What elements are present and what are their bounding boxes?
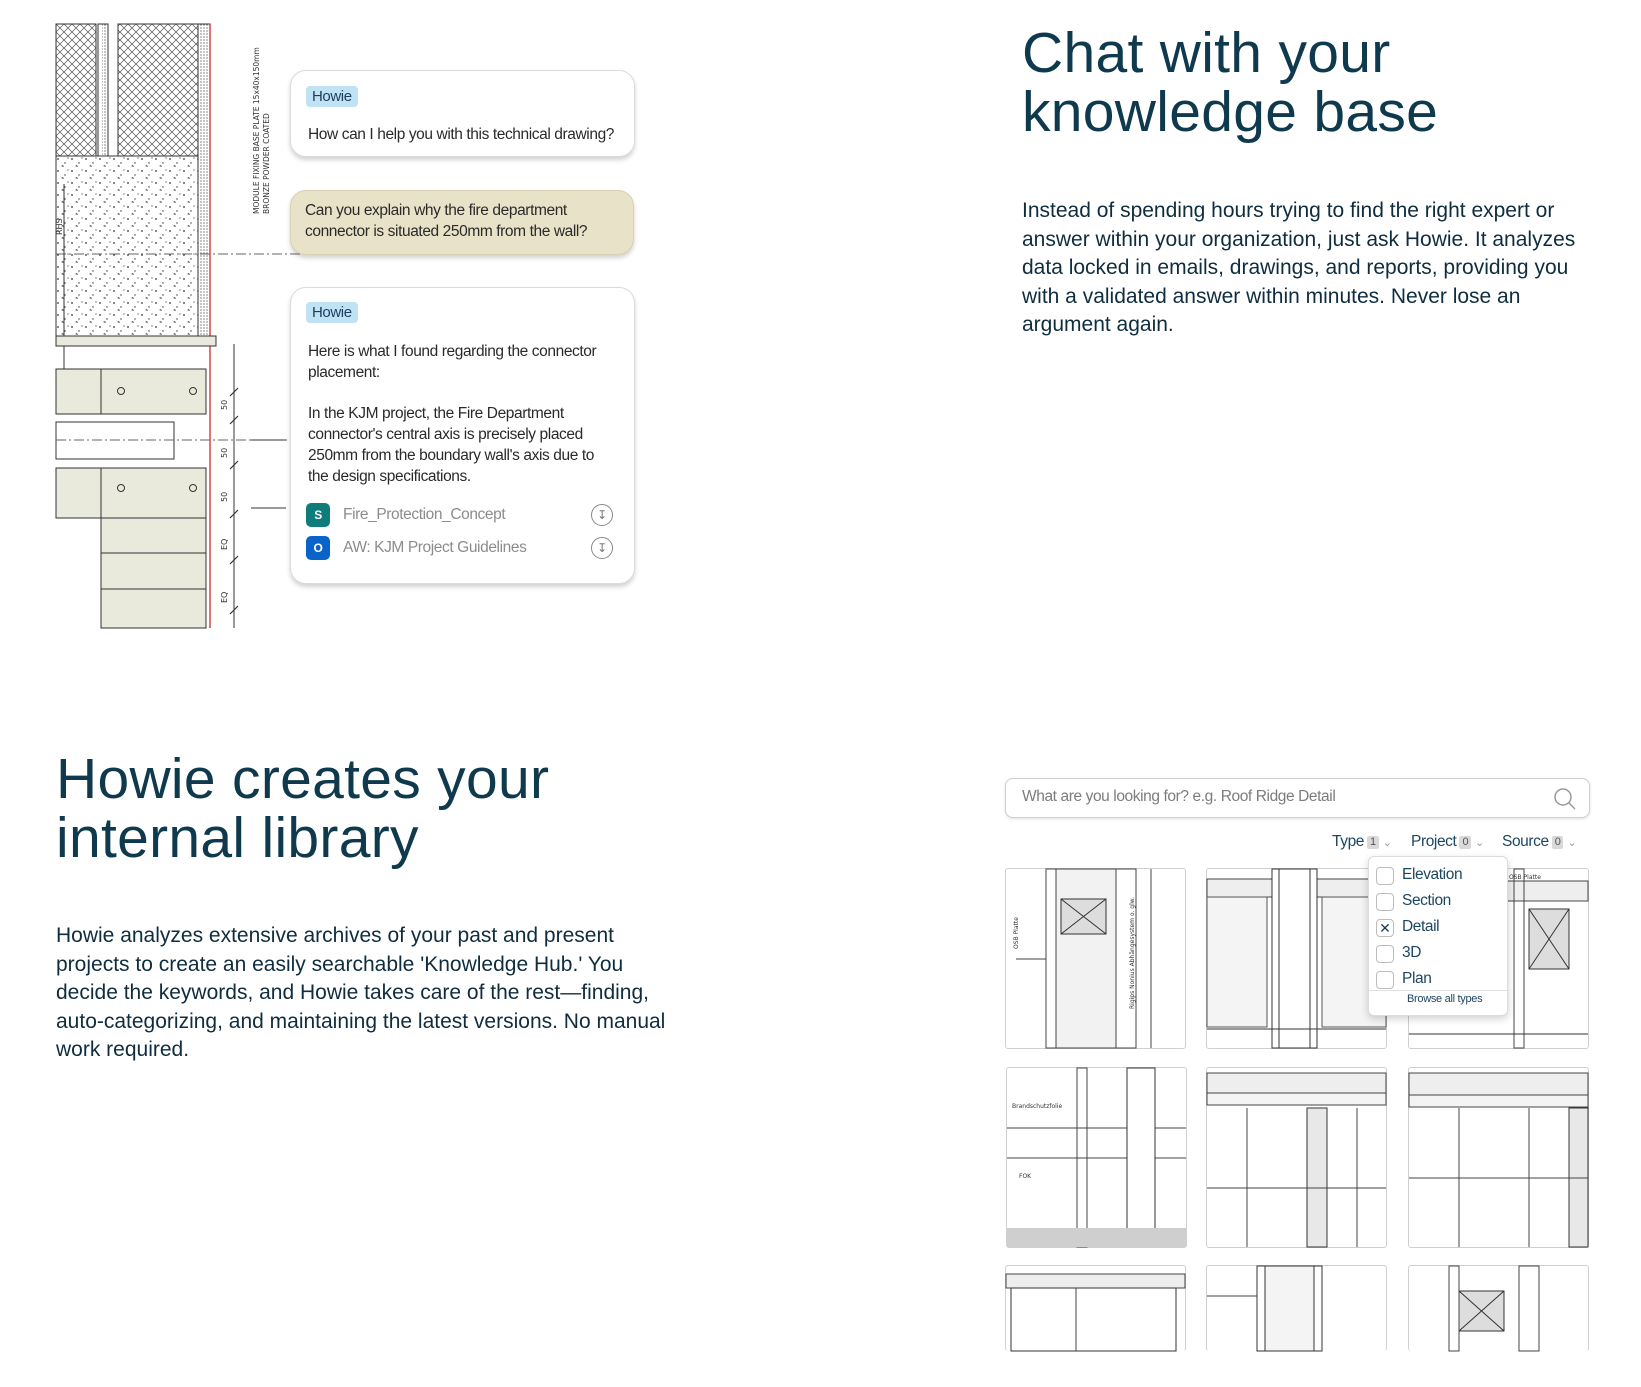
bot-name-tag: Howie — [306, 302, 358, 323]
filter-count-badge: 1 — [1367, 836, 1379, 849]
outlook-icon: O — [306, 536, 330, 560]
bot-greeting-text: How can I help you with this technical drawing? — [308, 126, 615, 143]
type-option-section[interactable] — [1376, 891, 1501, 913]
chevron-down-icon: ⌄ — [1567, 837, 1577, 849]
sharepoint-icon: S — [306, 503, 330, 527]
filter-project[interactable] — [1411, 833, 1484, 851]
option-label: Detail — [1402, 918, 1440, 935]
drawing-thumbnail[interactable] — [1206, 1067, 1387, 1248]
dim-label: EQ — [220, 538, 229, 550]
option-label: 3D — [1402, 944, 1422, 961]
source-label: AW: KJM Project Guidelines — [343, 539, 527, 556]
library-section-heading: Howie creates your internal library — [56, 747, 550, 870]
bot-answer-intro: Here is what I found regarding the connector placement: — [308, 343, 597, 381]
download-icon[interactable]: ↧ — [591, 537, 613, 559]
thumb-label: OSB Platte — [1013, 917, 1020, 949]
chat-section-heading: Chat with your knowledge base — [1022, 21, 1439, 144]
type-option-detail[interactable] — [1376, 917, 1501, 939]
dim-label: 50 — [220, 399, 229, 410]
thumb-label: Rigips Nonius Abhängesystem o. glw. — [1129, 896, 1136, 1009]
filter-label: Type — [1332, 833, 1365, 850]
filter-type[interactable] — [1332, 833, 1392, 851]
rhs-label: RHS — [55, 218, 64, 235]
type-filter-dropdown — [1368, 856, 1508, 1016]
drawing-thumbnail[interactable] — [1206, 1265, 1387, 1351]
drawing-thumbnail[interactable] — [1005, 868, 1186, 1049]
checkbox[interactable] — [1376, 971, 1394, 989]
chat-section-description: Instead of spending hours trying to find the right expert or answer within your organization, just ask Howie. It analyzes data locked in emails, drawings, and reports, providing you with a validated answer within minutes. Never lose an argument again. — [1022, 199, 1576, 336]
checkbox[interactable] — [1376, 893, 1394, 911]
dim-label: 50 — [220, 491, 229, 502]
drawing-thumbnail[interactable] — [1408, 1067, 1589, 1248]
thumb-label: OSB Platte — [1509, 874, 1541, 881]
drawing-thumbnail[interactable] — [1408, 1265, 1589, 1351]
source-item[interactable] — [306, 536, 621, 562]
chevron-down-icon: ⌄ — [1382, 837, 1392, 849]
source-item[interactable] — [306, 503, 621, 529]
library-section-description: Howie analyzes extensive archives of your past and present projects to create an easily searchable 'Knowledge Hub.' You decide the keywords, and Howie takes care of the rest—finding, auto-categorizing, and maintaining the latest versions. No manual work required. — [56, 924, 666, 1061]
drawing-thumbnail[interactable] — [1206, 868, 1387, 1049]
type-option-plan[interactable] — [1376, 969, 1501, 991]
checkbox[interactable] — [1376, 867, 1394, 885]
drawing-thumbnail[interactable] — [1006, 1067, 1187, 1248]
browse-all-types-link[interactable]: Browse all types — [1407, 993, 1483, 1005]
type-option-elevation[interactable] — [1376, 865, 1501, 887]
search-icon[interactable] — [1553, 787, 1577, 811]
source-label: Fire_Protection_Concept — [343, 506, 506, 523]
dim-label: EQ — [220, 591, 229, 603]
thumb-label: FOK — [1019, 1173, 1032, 1180]
option-label: Elevation — [1402, 866, 1463, 883]
drawing-thumbnail[interactable] — [1005, 1265, 1186, 1351]
checkbox[interactable] — [1376, 945, 1394, 963]
download-icon[interactable]: ↧ — [591, 504, 613, 526]
filter-label: Source — [1502, 833, 1549, 850]
search-bar[interactable] — [1005, 778, 1590, 818]
bot-message-bubble — [290, 70, 635, 157]
option-label: Section — [1402, 892, 1451, 909]
checkbox-checked[interactable]: ✕ — [1376, 919, 1394, 937]
bot-answer-bubble — [290, 287, 635, 584]
side-note-label: MODULE FIXING BASE PLATE 15x40x150mm — [252, 47, 261, 214]
filter-source[interactable] — [1502, 833, 1576, 851]
user-question-text: Can you explain why the fire department connector is situated 250mm from the wall? — [305, 202, 588, 240]
dim-label: 50 — [220, 447, 229, 458]
filter-label: Project — [1411, 833, 1457, 850]
filter-count-badge: 0 — [1459, 836, 1471, 849]
chevron-down-icon: ⌄ — [1475, 837, 1484, 849]
type-option-3d[interactable] — [1376, 943, 1501, 965]
search-input[interactable] — [1020, 787, 1544, 807]
side-note-label: BRONZE POWDER COATED — [262, 113, 271, 214]
filter-count-badge: 0 — [1552, 836, 1564, 849]
bot-name-tag: Howie — [306, 86, 358, 107]
thumb-label: Brandschutzfolie — [1012, 1103, 1063, 1110]
option-label: Plan — [1402, 970, 1432, 987]
user-message-bubble — [290, 190, 634, 255]
bot-answer-body: In the KJM project, the Fire Department connector's central axis is precisely placed 250mm from the boundary wall's axis due to the design specifications. — [308, 405, 594, 485]
